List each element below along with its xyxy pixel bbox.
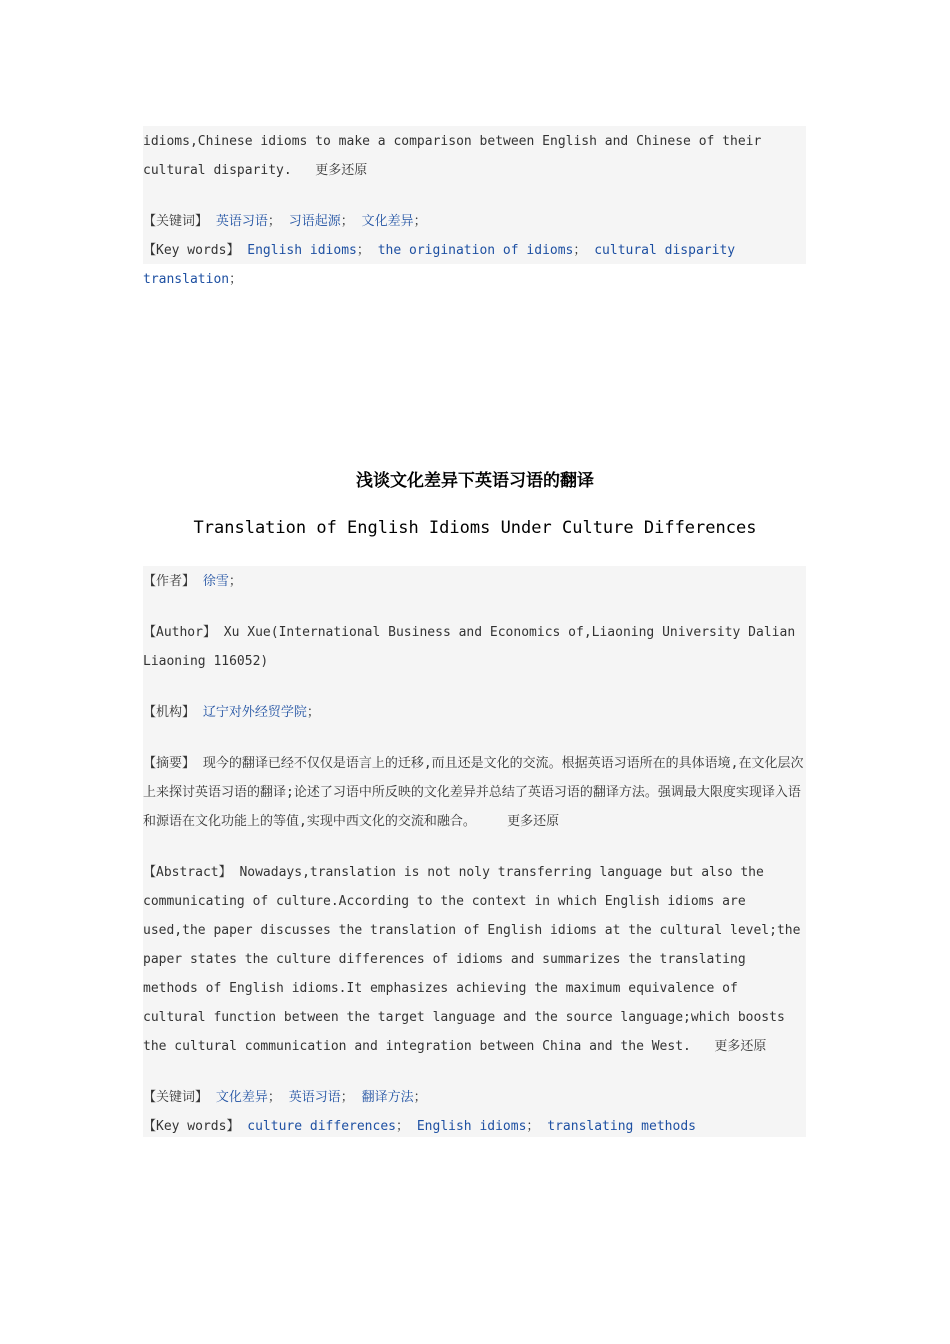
more-restore-link[interactable]: 更多还原 <box>315 163 368 178</box>
abstract-en-label: 【Abstract】 <box>143 865 232 880</box>
keyword-separator: ； <box>267 214 281 229</box>
keywords-en-row <box>143 236 806 294</box>
keywords-en-row <box>143 1112 806 1141</box>
separator: ； <box>306 705 320 720</box>
keywords-en-label: 【Key words】 <box>143 243 240 258</box>
article-record-block <box>143 566 806 1137</box>
author-cn-label: 【作者】 <box>143 574 196 589</box>
more-restore-link[interactable]: 更多还原 <box>507 814 560 829</box>
abstract-cn-text: 现今的翻译已经不仅仅是语言上的迁移,而且还是文化的交流。根据英语习语所在的具体语境,在文化层次上来探讨英语习语的翻译;论述了习语中所反映的文化差异并总结了英语习语的翻译方法。强调最大限度实现译入语和源语在文化功能上的等值,实现中西文化的交流和融合。 <box>143 756 804 829</box>
keyword-link[interactable]: the origination of idioms <box>377 243 574 258</box>
keyword-separator: ； <box>413 214 427 229</box>
keyword-link[interactable]: 翻译方法 <box>361 1090 414 1105</box>
author-en-row <box>143 618 806 676</box>
abstract-en-tail-text: idioms,Chinese idioms to make a comparison between English and Chinese of their cultural disparity. <box>143 134 762 178</box>
keyword-link[interactable]: culture differences <box>247 1119 396 1134</box>
keyword-separator: ； <box>413 1090 427 1105</box>
keyword-separator: ； <box>340 214 354 229</box>
keywords-en-label: 【Key words】 <box>143 1119 240 1134</box>
keyword-link[interactable]: 英语习语 <box>288 1090 341 1105</box>
keyword-link[interactable]: cultural disparity translation <box>143 243 736 287</box>
abstract-en-row <box>143 858 806 1061</box>
top-record-block <box>143 126 806 287</box>
keyword-link[interactable]: 文化差异 <box>361 214 414 229</box>
author-cn-row <box>143 567 806 596</box>
author-link[interactable]: 徐雪 <box>202 574 229 589</box>
keyword-separator: ； <box>340 1090 354 1105</box>
keyword-link[interactable]: translating methods <box>547 1119 696 1134</box>
keyword-separator: ； <box>396 1119 410 1134</box>
keyword-separator: ； <box>573 243 587 258</box>
org-link[interactable]: 辽宁对外经贸学院 <box>202 705 307 720</box>
keywords-cn-row <box>143 207 806 236</box>
abstract-en-text: Nowadays,translation is not noly transferring language but also the communicating of culture.According to the context in which English idioms are used,the paper discusses the translation of English idioms at the cultural level;the paper states the culture differences of idioms and summarizes the translating methods of English idioms.It emphasizes achieving the maximum equivalence of cultural function between the target language and the source language;which boosts the cultural communication and integration between China and the West. <box>143 865 801 1054</box>
abstract-en-tail <box>143 127 806 185</box>
keyword-separator: ； <box>526 1119 540 1134</box>
abstract-cn-label: 【摘要】 <box>143 756 196 771</box>
keyword-link[interactable]: 习语起源 <box>288 214 341 229</box>
separator: ； <box>228 574 242 589</box>
keyword-separator: ； <box>267 1090 281 1105</box>
keyword-link[interactable]: English idioms <box>247 243 357 258</box>
article-title-cn: 浅谈文化差异下英语习语的翻译 <box>356 471 594 491</box>
keyword-separator: ； <box>356 243 370 258</box>
author-en-text: Xu Xue(International Business and Economics of,Liaoning University Dalian Liaoning 116052) <box>143 625 796 669</box>
article-title-en: Translation of English Idioms Under Culture Differences <box>193 518 757 538</box>
keyword-link[interactable]: 文化差异 <box>215 1090 268 1105</box>
keywords-cn-row <box>143 1083 806 1112</box>
keyword-link[interactable]: English idioms <box>416 1119 527 1134</box>
keyword-separator: ； <box>229 272 243 287</box>
keywords-cn-label: 【关键词】 <box>143 1090 209 1105</box>
org-row <box>143 698 806 727</box>
more-restore-link[interactable]: 更多还原 <box>714 1039 767 1054</box>
author-en-label: 【Author】 <box>143 625 216 640</box>
org-label: 【机构】 <box>143 705 196 720</box>
keyword-link[interactable]: 英语习语 <box>215 214 268 229</box>
abstract-cn-row <box>143 749 806 836</box>
keywords-cn-label: 【关键词】 <box>143 214 209 229</box>
